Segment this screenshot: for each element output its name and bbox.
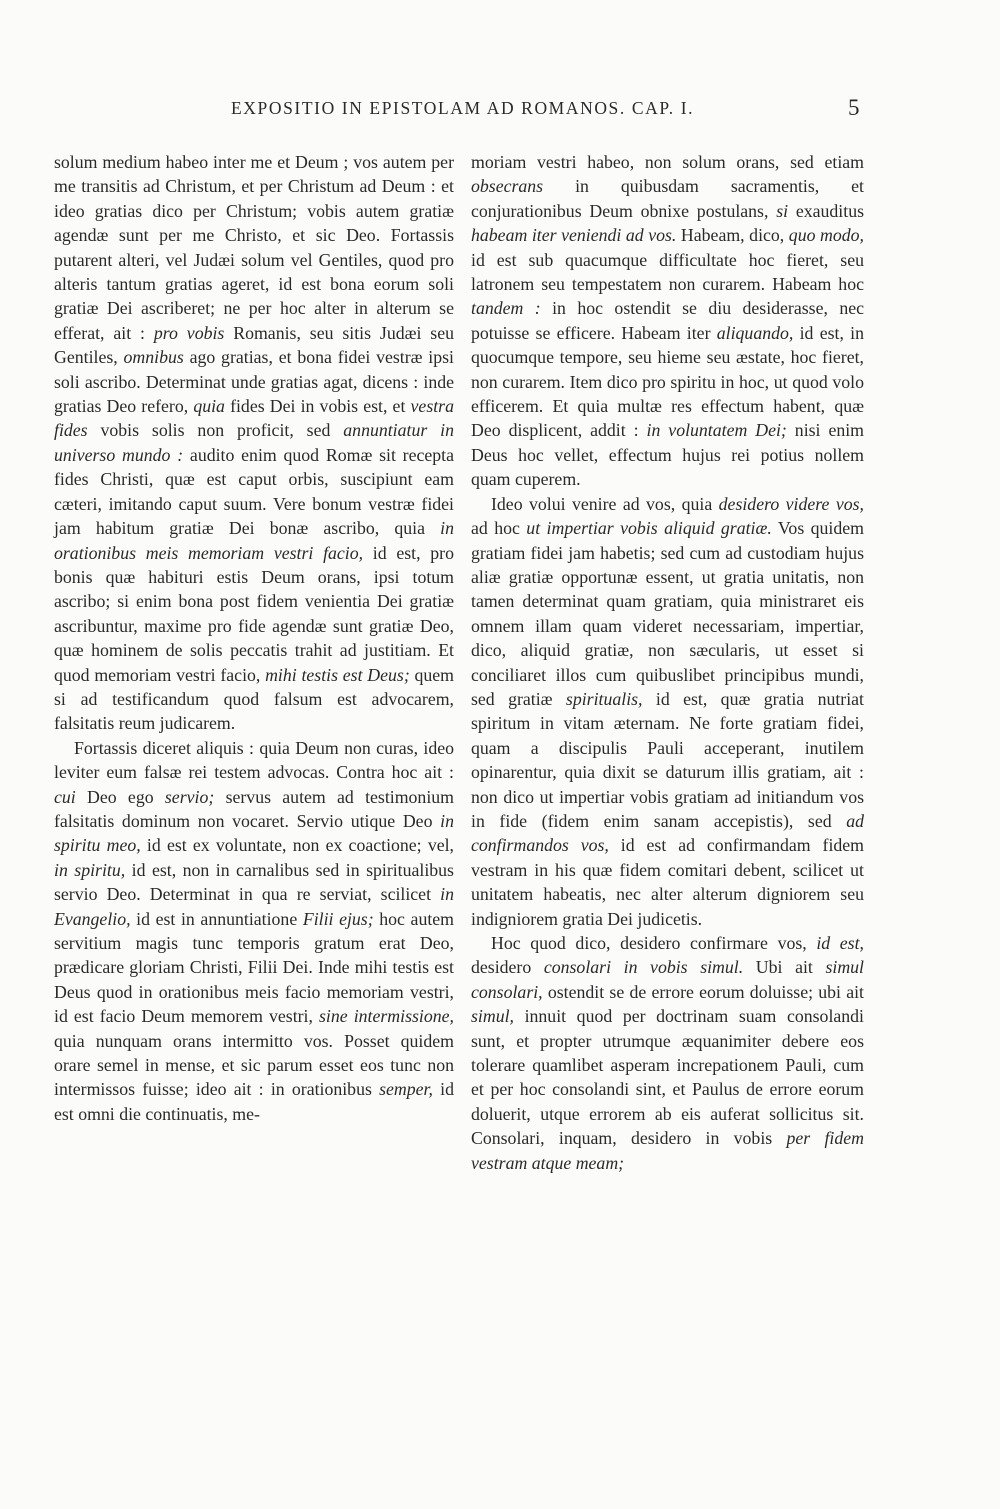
italic-quote: tandem : bbox=[471, 298, 541, 319]
italic-quote: in voluntatem Dei; bbox=[646, 420, 787, 441]
text-run: quem si ad testificandum quod falsum est advocarem, falsitatis reum judicarem. bbox=[54, 664, 455, 734]
paragraph bbox=[471, 931, 864, 1175]
italic-quote: vestra fides bbox=[54, 396, 454, 441]
italic-quote: aliquando, bbox=[716, 322, 794, 343]
text-run: moriam vestri habeo, non solum orans, sed etiam bbox=[471, 152, 864, 172]
text-run: Romanis, seu sitis Judæi seu Gentiles, bbox=[54, 322, 454, 368]
page-number: 5 bbox=[848, 95, 860, 120]
text-run: ago gratias, et bona fidei vestræ ipsi soli ascribo. Determinat unde gratias agat, dicens : inde gratias Deo refero, bbox=[54, 347, 454, 417]
text-run: id est sub quacumque difficultate hoc fieret, seu latronem seu tempestatem non curarem. Habeam hoc bbox=[471, 249, 864, 295]
text-run: id est ad confirmandam fidem vestram in his quæ fidem comitari debent, scilicet ut unitatem habeatis, nec alter alterum digniorem seu indigniorem gratia Dei judicetis. bbox=[471, 835, 864, 929]
text-run: desidero bbox=[471, 957, 544, 978]
text-run: Hoc quod dico, desidero confirmare vos, bbox=[491, 933, 817, 953]
text-run: Habeam, dico, bbox=[676, 225, 789, 246]
text-run: quia nunquam orans intermitto vos. Posset quidem orare semel in mense, et sic parum esset eos tunc non intermissos fuisse; ideo ait : in orationibus bbox=[54, 1030, 454, 1100]
italic-quote: pro vobis bbox=[153, 322, 225, 343]
text-run: hoc autem servitium magis tunc temporis gratum erat Deo, prædicare gloriam Christi, Filii Dei. Inde mihi testis est Deus quod in orationibus meis facio memoriam vestri, id est facio Deum memorem vestri, bbox=[54, 908, 454, 1027]
right-column bbox=[471, 150, 864, 1175]
italic-quote: obsecrans bbox=[471, 176, 544, 197]
paragraph bbox=[471, 150, 864, 492]
italic-quote: spiritualis, bbox=[565, 688, 643, 709]
italic-quote: cui bbox=[54, 786, 76, 807]
text-run: nisi enim Deus hoc vellet, effectum hujus rei potius nollem quam cuperem. bbox=[471, 420, 865, 490]
text-run: id est in annuntiatione bbox=[130, 908, 303, 929]
text-run: innuit quod per doctrinam suam consolandi sunt, et propter utrumque æquanimiter debere eos tolerare quamlibet asperam increpationem Pauli, cum et per hoc consolandi sint, et Paulus de errore eorum doluerit, utque errorem ab eis auferat sollicitus sit. Consolari, inquam, desidero in vobis bbox=[471, 1006, 864, 1149]
italic-quote: semper, bbox=[379, 1079, 433, 1100]
text-run: in quibusdam sacramentis, et conjurationibus Deum obnixe postulans, bbox=[471, 176, 864, 221]
italic-quote: desidero videre vos, bbox=[718, 493, 864, 514]
text-run: ad hoc bbox=[471, 518, 527, 539]
italic-quote: annuntiatur in universo mundo : bbox=[54, 420, 454, 465]
italic-quote: ad confirmandos vos, bbox=[471, 810, 864, 856]
italic-quote: in Evangelio, bbox=[54, 884, 454, 929]
italic-quote: quia bbox=[193, 396, 225, 417]
italic-quote: ut impertiar vobis aliquid gratiæ. bbox=[526, 518, 772, 539]
text-run: Fortassis diceret aliquis : quia Deum non curas, ideo leviter eum falsæ rei testem advocas. Contra hoc ait : bbox=[54, 737, 454, 783]
italic-quote: omnibus bbox=[123, 347, 184, 368]
text-run: id est, quæ gratia nutriat spiritum in vitam æternam. Ne forte gratiam fidei, quam a discipulis Pauli acceperant, inutilem opinarentur, quia dixit se daturum illis gratiam, ait : non dico ut impertiar vobis gratiam ad initiandum vos in fide (fidem enim sanam accepistis), sed bbox=[471, 688, 864, 831]
text-run: id est, pro bonis quæ habituri estis Deum orans, ipsi totum ascribo; si enim bona post fidem venientia Dei gratiæ ascribuntur, maxime pro fide agendæ sunt gratiæ Deo, quæ hominem de solis peccatis trahit ad justitiam. Et quod memoriam vestri facio, bbox=[54, 542, 454, 685]
italic-quote: mihi testis est Deus; bbox=[265, 664, 410, 685]
italic-quote: consolari in vobis simul. bbox=[543, 957, 744, 978]
text-run: Ubi ait bbox=[743, 957, 826, 978]
paragraph bbox=[54, 736, 454, 1127]
italic-quote: habeam iter veniendi ad vos. bbox=[471, 225, 677, 246]
text-run: solum medium habeo inter me et Deum ; vos autem per me transitis ad Christum, et per Christum ad Deum : et ideo gratias dico per Christum; vobis autem gratiæ agendæ sunt per me Christo, et sic Deo. Fortassis putarent alteri, vel Judæi solum vel Gentiles, quod pro alteris tantum gratias ageret, id est bona eorum soli gratiæ Dei ascriberet; ne per hoc alter in alterum se efferat, ait : bbox=[54, 152, 454, 343]
italic-quote: simul consolari, bbox=[471, 957, 864, 1002]
text-run: in hoc ostendit se diu desiderasse, nec potuisse se efficere. Habeam iter bbox=[471, 298, 864, 343]
italic-quote: si bbox=[776, 200, 789, 221]
italic-quote: per fidem vestram atque meam; bbox=[471, 1128, 864, 1173]
text-run: exauditus bbox=[788, 200, 865, 221]
italic-quote: simul, bbox=[471, 1006, 514, 1027]
italic-quote: in spiritu meo, bbox=[54, 810, 454, 856]
text-run: vobis solis non proficit, sed bbox=[87, 420, 344, 441]
text-run: Ideo volui venire ad vos, quia bbox=[491, 493, 719, 514]
text-run: audito enim quod Romæ sit recepta fides Christi, quæ est caput orbis, suscipiunt eam cæteri, imitando caput suum. Vere bonum vestræ fidei jam habitum gratiæ Dei bonæ ascribo, quia bbox=[54, 444, 454, 539]
paragraph bbox=[54, 150, 454, 736]
text-run: Vos quidem gratiam fidei jam habetis; sed cum ad custodiam hujus aliæ gratiæ opportunæ essent, ut gratia unitatis, non tamen determinat quam gratiam, quia ministraret eis omnem illam quam videret necessariam, impertiar, dico, aliquid gratiæ, non sæcularis, ut esset si conciliaret illos cum quibuslibet principibus mundi, sed gratiæ bbox=[471, 518, 864, 709]
italic-quote: quo modo, bbox=[788, 225, 864, 246]
paragraph bbox=[471, 492, 864, 931]
text-run: fides Dei in vobis est, et bbox=[224, 396, 411, 417]
italic-quote: sine intermissione, bbox=[319, 1006, 454, 1027]
running-title: EXPOSITIO IN EPISTOLAM AD ROMANOS. CAP. I. bbox=[231, 98, 695, 118]
italic-quote: servio; bbox=[164, 786, 215, 807]
text-run: id est, non in carnalibus sed in spiritualibus servio Deo. Determinat in qua re serviat, scilicet bbox=[54, 859, 454, 905]
text-run: Deo ego bbox=[75, 786, 165, 807]
italic-quote: Filii ejus; bbox=[302, 908, 374, 929]
italic-quote: in orationibus meis memoriam vestri facio, bbox=[54, 518, 454, 563]
italic-quote: in spiritu, bbox=[54, 859, 126, 880]
text-run: id est ex voluntate, non ex coactione; vel, bbox=[140, 835, 454, 856]
italic-quote: id est, bbox=[816, 933, 864, 953]
running-header bbox=[0, 95, 1000, 128]
text-run: ostendit se de errore eorum doluisse; ubi ait bbox=[542, 981, 864, 1002]
text-run: id est, in quocumque tempore, seu hieme seu æstate, hoc fieret, non curarem. Item dico pro spiritu in hoc, ut quod volo efficerem. Et quia multæ res effectum habent, quæ Deo displicent, addit : bbox=[471, 322, 864, 441]
left-column bbox=[54, 150, 454, 1126]
text-run: id est omni die continuatis, me- bbox=[54, 1079, 454, 1124]
text-run: servus autem ad testimonium falsitatis dominum non vocaret. Servio utique Deo bbox=[54, 786, 454, 831]
